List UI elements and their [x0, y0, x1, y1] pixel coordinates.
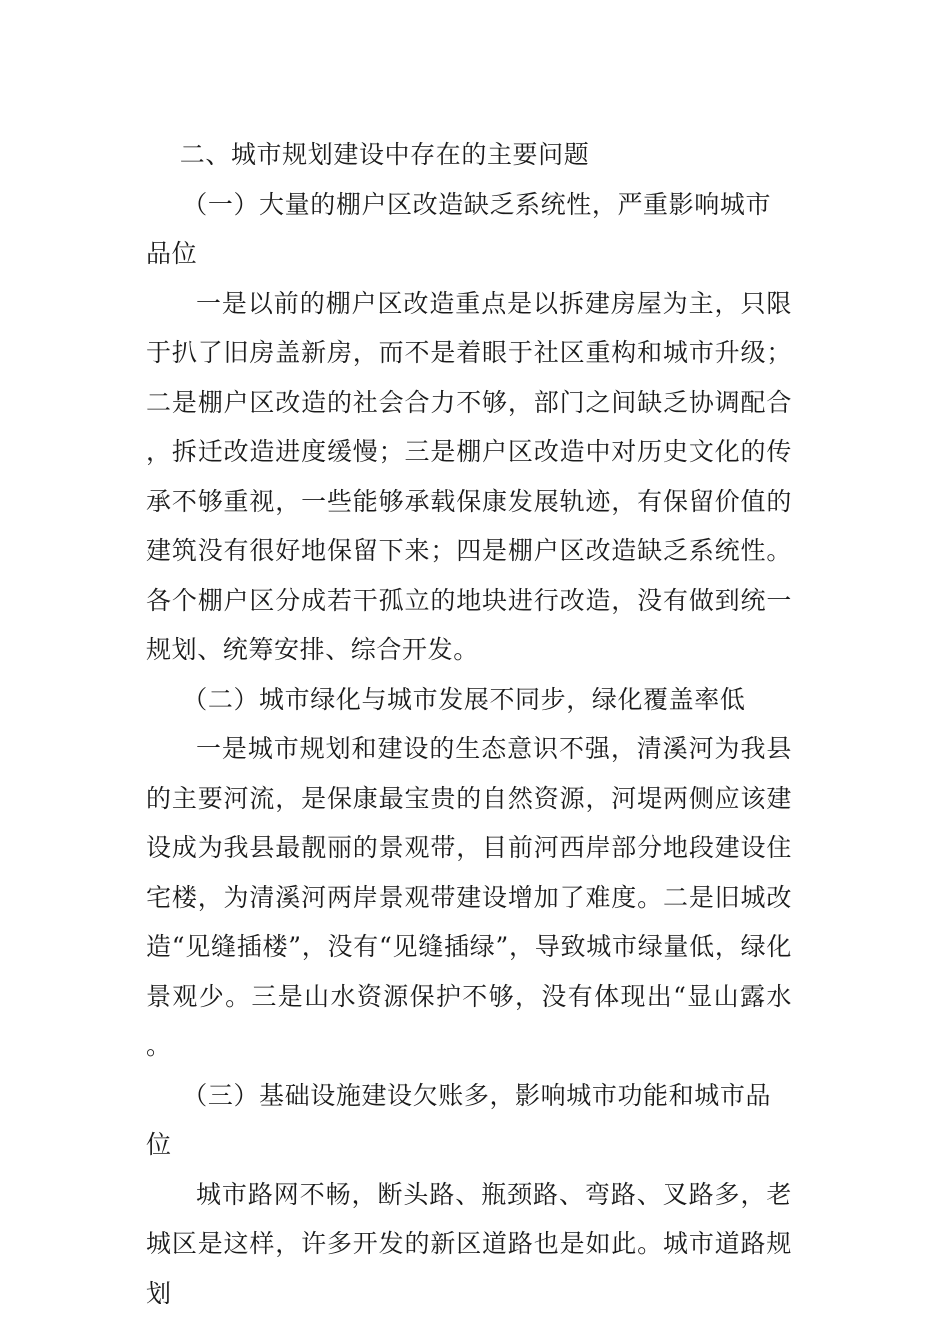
subsection-heading-3: （三）基础设施建设欠账多，影响城市功能和城市品位 — [146, 1080, 772, 1159]
section-title: 二、城市规划建设中存在的主要问题 — [179, 140, 590, 169]
subsection-heading-2: （二）城市绿化与城市发展不同步，绿化覆盖率低 — [182, 684, 746, 714]
document-page — [146, 130, 792, 1318]
subsection-body-3: 城市路网不畅，断头路、瓶颈路、弯路、叉路多，老城区是这样，许多开发的新区道路也是如此。城市道路规划 — [146, 1179, 792, 1308]
subsection-body-2: 一是城市规划和建设的生态意识不强，清溪河为我县的主要河流，是保康最宝贵的自然资源，河堤两侧应该建设成为我县最靓丽的景观带，目前河西岸部分地段建设住宅楼，为清溪河两岸景观带建设增加了难度。二是旧城改造“见缝插楼”，没有“见缝插绿”，导致城市绿量低，绿化景观少。三是山水资源保护不够，没有体现出“显山露水。 — [146, 734, 792, 1060]
subsection-body-1: 一是以前的棚户区改造重点是以拆建房屋为主，只限于扒了旧房盖新房，而不是着眼于社区重构和城市升级；二是棚户区改造的社会合力不够，部门之间缺乏协调配合，拆迁改造进度缓慢；三是棚户区改造中对历史文化的传承不够重视，一些能够承载保康发展轨迹，有保留价值的建筑没有很好地保留下来；四是棚户区改造缺乏系统性。各个棚户区分成若干孤立的地块进行改造，没有做到统一规划、统筹安排、综合开发。 — [146, 288, 792, 664]
subsection-heading-1: （一）大量的棚户区改造缺乏系统性，严重影响城市品位 — [146, 189, 772, 268]
